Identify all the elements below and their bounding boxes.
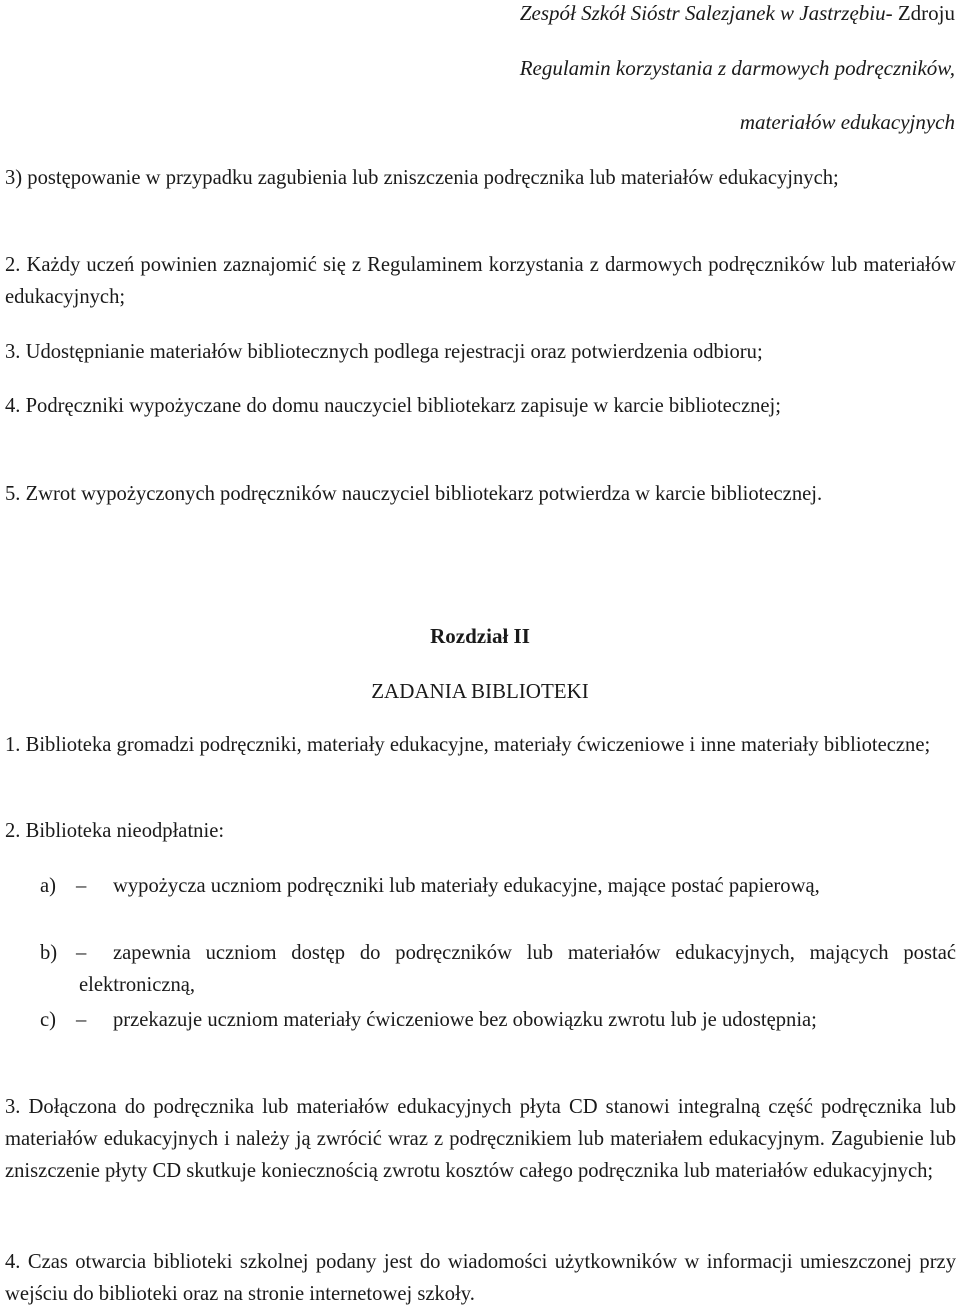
- paragraph-point-5: 5. Zwrot wypożyczonych podręczników nauczyciel bibliotekarz potwierdza w karcie bibliotecznej.: [5, 483, 823, 505]
- chapter-subtitle: ZADANIA BIBLIOTEKI: [371, 679, 589, 703]
- list-item-a: [40, 870, 956, 902]
- header-school-name-italic: Zespół Szkół Sióstr Salezjanek w Jastrzębiu-: [519, 1, 893, 25]
- list-item-marker: c): [40, 1009, 56, 1031]
- header-school-name-upright: Zdroju: [892, 1, 955, 25]
- section-point-3: 3. Dołączona do podręcznika lub materiałów edukacyjnych płyta CD stanowi integralną część podręcznika lub materiałów edukacyjnych i należy ją zwrócić wraz z podręcznikiem lub materiałem edukacyjnym. Zagubienie lub zniszczenie płyty CD skutkuje koniecznością zwrotu kosztów całego podręcznika lub materiałów edukacyjnych;: [5, 1096, 956, 1182]
- list-item-text: przekazuje uczniom materiały ćwiczeniowe bez obowiązku zwrotu lub je udostępnia;: [113, 1009, 817, 1031]
- header-regulation-title: Regulamin korzystania z darmowych podręczników,: [519, 56, 955, 80]
- header-regulation-subtitle: materiałów edukacyjnych: [739, 110, 955, 134]
- dash-icon: –: [76, 942, 87, 964]
- section-point-2: 2. Biblioteka nieodpłatnie:: [5, 820, 225, 842]
- list-item-marker: b): [40, 942, 58, 964]
- paragraph-point-3: 3. Udostępnianie materiałów bibliotecznych podlega rejestracji oraz potwierdzenia odbioru;: [5, 341, 763, 363]
- list-item-b: [40, 937, 956, 1001]
- header-school-name: [520, 0, 955, 26]
- list-item-marker: a): [40, 875, 56, 897]
- list-item-c: [40, 1004, 956, 1036]
- dash-icon: –: [76, 1009, 87, 1031]
- section-point-4: 4. Czas otwarcia biblioteki szkolnej podany jest do wiadomości użytkowników w informacji umieszczonej przy wejściu do biblioteki oraz na stronie internetowej szkoły.: [5, 1251, 956, 1305]
- chapter-title: Rozdział II: [430, 624, 530, 648]
- section-point-1: 1. Biblioteka gromadzi podręczniki, materiały edukacyjne, materiały ćwiczeniowe i inne materiały biblioteczne;: [5, 734, 931, 756]
- paragraph-point-4: 4. Podręczniki wypożyczane do domu nauczyciel bibliotekarz zapisuje w karcie bibliotecznej;: [5, 395, 781, 417]
- paragraph-point-2: 2. Każdy uczeń powinien zaznajomić się z Regulaminem korzystania z darmowych podręczników lub materiałów edukacyjnych;: [5, 254, 956, 308]
- list-item-text: zapewnia uczniom dostęp do podręczników lub materiałów edukacyjnych, mających postać elektroniczną,: [79, 942, 956, 996]
- paragraph-point-3-continued: 3) postępowanie w przypadku zagubienia lub zniszczenia podręcznika lub materiałów edukacyjnych;: [5, 167, 839, 189]
- list-item-text: wypożycza uczniom podręczniki lub materiały edukacyjne, mające postać papierową,: [113, 875, 820, 897]
- dash-icon: –: [76, 875, 87, 897]
